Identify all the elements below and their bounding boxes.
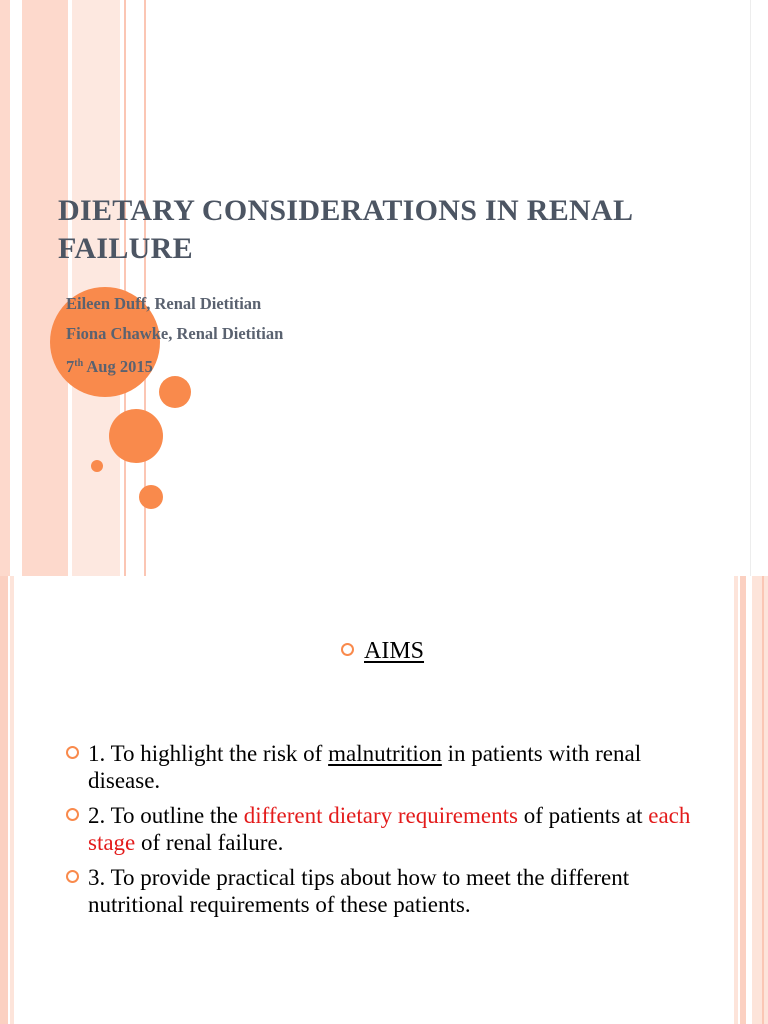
- bullet-ring-icon: [66, 870, 79, 883]
- bullet-ring-icon: [66, 746, 79, 759]
- aim-2-text-end: of renal failure.: [135, 830, 284, 855]
- aim-1-text-end: in patients with renal disease.: [88, 741, 642, 793]
- aim-2-text-mid: of patients at: [517, 803, 649, 828]
- aim-1-text: 1. To highlight the risk of: [88, 741, 329, 766]
- decor-stripe: [762, 576, 764, 1024]
- presenter-2: Fiona Chawke, Renal Dietitian: [66, 324, 284, 343]
- bullet-ring-icon: [66, 808, 79, 821]
- presenter-block: [66, 292, 486, 382]
- decor-stripe: [10, 576, 14, 1024]
- decor-stripe: [734, 576, 738, 1024]
- decor-stripe: [752, 576, 768, 1024]
- decor-circle-small: [91, 460, 103, 472]
- slide-title: DIETARY CONSIDERATIONS IN RENAL FAILURE: [58, 194, 632, 265]
- decor-stripe: [0, 576, 8, 1024]
- date-suffix: th: [74, 358, 84, 369]
- date-day: 7: [66, 357, 75, 376]
- presenter-1: Eileen Duff, Renal Dietitian: [66, 294, 262, 313]
- decor-stripe: [124, 0, 126, 576]
- slide-edge-rule: [750, 0, 751, 576]
- aim-2-highlight: different dietary requirements: [243, 803, 518, 828]
- aim-point-1: [88, 740, 708, 794]
- decor-stripe: [740, 576, 746, 1024]
- aim-point-3: 3. To provide practical tips about how to meet the different nutritional requirements of these patients.: [88, 865, 630, 917]
- aim-2-highlight-2: each stage: [88, 803, 691, 855]
- aims-slide: [0, 576, 768, 1024]
- decor-circle: [139, 485, 163, 509]
- decor-stripe: [0, 0, 10, 576]
- aim-2-text: 2. To outline the: [88, 803, 244, 828]
- presentation-date: [66, 352, 486, 382]
- bullet-ring-icon: [341, 643, 354, 656]
- aim-point-2: [88, 802, 708, 856]
- aims-heading: AIMS: [364, 638, 425, 664]
- decor-stripe: [22, 0, 68, 576]
- aim-1-underlined: malnutrition: [328, 741, 442, 766]
- decor-circle: [109, 409, 163, 463]
- date-rest: Aug 2015: [83, 357, 153, 376]
